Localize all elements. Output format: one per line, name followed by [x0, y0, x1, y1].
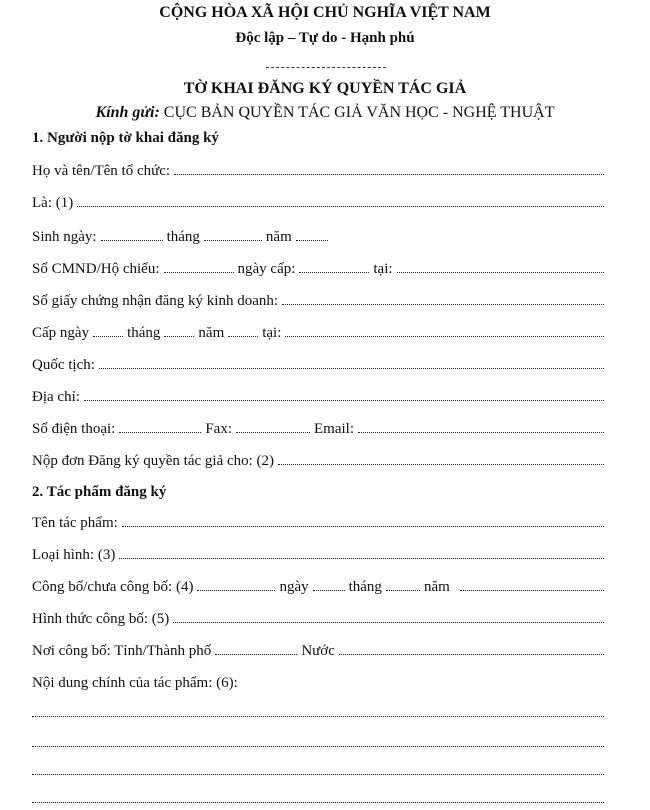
row-work-type: [32, 542, 604, 564]
biz-date-label: Cấp ngày: [32, 325, 90, 341]
row-dob: [32, 224, 604, 246]
issue-place-label: tại:: [373, 261, 393, 277]
row-place: [32, 638, 604, 660]
address-field[interactable]: [84, 400, 604, 401]
work-type-label: Loại hình: (3): [32, 547, 116, 563]
issue-date-label: ngày cấp:: [237, 261, 296, 277]
id-label: Số CMND/Hộ chiếu:: [32, 261, 160, 277]
content-line-4[interactable]: [32, 802, 604, 803]
dob-month-field[interactable]: [204, 240, 262, 241]
email-label: Email:: [314, 421, 354, 437]
role-label: Là: (1): [32, 195, 74, 211]
biz-day-field[interactable]: [93, 336, 123, 337]
published-label: Công bố/chưa công bố: (4): [32, 579, 194, 595]
nationality-label: Quốc tịch:: [32, 357, 95, 373]
phone-label: Số điện thoại:: [32, 421, 116, 437]
dob-year-label: năm: [265, 229, 292, 245]
row-business-issue: [32, 320, 604, 342]
address-label: Địa chỉ:: [32, 389, 80, 405]
issue-date-field[interactable]: [299, 272, 369, 273]
fax-label: Fax:: [205, 421, 232, 437]
work-type-field[interactable]: [119, 558, 604, 559]
id-number-field[interactable]: [164, 272, 234, 273]
email-field[interactable]: [358, 432, 604, 433]
work-name-field[interactable]: [122, 526, 604, 527]
apply-field[interactable]: [278, 464, 604, 465]
dob-label: Sinh ngày:: [32, 229, 97, 245]
form-title: TỜ KHAI ĐĂNG KÝ QUYỀN TÁC GIẢ: [183, 80, 467, 97]
publication-form-field[interactable]: [173, 622, 604, 623]
business-license-field[interactable]: [282, 304, 604, 305]
row-form: [32, 606, 604, 628]
section-2-heading: 2. Tác phẩm đăng ký: [32, 484, 167, 500]
publication-place-label: Nơi công bố: Tỉnh/Thành phố: [32, 643, 212, 659]
national-motto: Độc lập – Tự do - Hạnh phú: [235, 30, 415, 46]
pub-month-label: tháng: [348, 579, 382, 595]
biz-place-label: tại:: [262, 325, 282, 341]
content-line-2[interactable]: [32, 746, 604, 747]
phone-field[interactable]: [119, 432, 201, 433]
row-content: [32, 670, 604, 692]
apply-label: Nộp đơn Đăng ký quyền tác giả cho: (2): [32, 453, 275, 469]
role-field[interactable]: [77, 206, 604, 207]
biz-place-field[interactable]: [285, 336, 604, 337]
section-1-heading: 1. Người nộp tờ khai đăng ký: [32, 130, 219, 146]
biz-month-label: tháng: [127, 325, 161, 341]
published-field[interactable]: [197, 590, 275, 591]
issue-place-field[interactable]: [397, 272, 604, 273]
row-id: [32, 256, 604, 278]
biz-year-field[interactable]: [228, 336, 258, 337]
dob-year-field[interactable]: [296, 240, 328, 241]
dob-month-label: tháng: [166, 229, 200, 245]
name-field[interactable]: [174, 174, 604, 175]
row-role: [32, 190, 604, 212]
biz-month-field[interactable]: [164, 336, 194, 337]
country-title: CỘNG HÒA XÃ HỘI CHỦ NGHĨA VIỆT NAM: [159, 4, 491, 21]
business-license-label: Số giấy chứng nhận đăng ký kinh doanh:: [32, 293, 279, 309]
row-apply: [32, 448, 604, 470]
row-published: [32, 574, 604, 596]
name-label: Họ và tên/Tên tổ chức:: [32, 163, 171, 179]
header-divider: [266, 67, 386, 68]
publication-country-field[interactable]: [339, 654, 604, 655]
pub-year-label: năm: [423, 579, 450, 595]
dob-day-field[interactable]: [101, 240, 163, 241]
pub-day-field[interactable]: [313, 590, 345, 591]
content-label: Nội dung chính của tác phẩm: (6):: [32, 675, 238, 691]
publication-city-field[interactable]: [215, 654, 297, 655]
row-address: [32, 384, 604, 406]
row-work-name: [32, 510, 604, 532]
content-line-1[interactable]: [32, 716, 604, 717]
work-name-label: Tên tác phẩm:: [32, 515, 118, 531]
row-business: [32, 288, 604, 310]
nationality-field[interactable]: [99, 368, 604, 369]
recipient-line: [0, 104, 650, 122]
row-contact: [32, 416, 604, 438]
biz-year-label: năm: [198, 325, 225, 341]
recipient-prefix: Kính gửi:: [95, 104, 160, 121]
row-name: [32, 158, 604, 180]
content-line-3[interactable]: [32, 774, 604, 775]
recipient-name: CỤC BẢN QUYỀN TÁC GIẢ VĂN HỌC - NGHỆ THUẬT: [163, 104, 555, 121]
row-nationality: [32, 352, 604, 374]
pub-month-field[interactable]: [386, 590, 420, 591]
pub-day-label: ngày: [279, 579, 309, 595]
publication-country-label: Nước: [301, 643, 335, 659]
fax-field[interactable]: [236, 432, 310, 433]
pub-year-field[interactable]: [460, 590, 604, 591]
publication-form-label: Hình thức công bố: (5): [32, 611, 170, 627]
